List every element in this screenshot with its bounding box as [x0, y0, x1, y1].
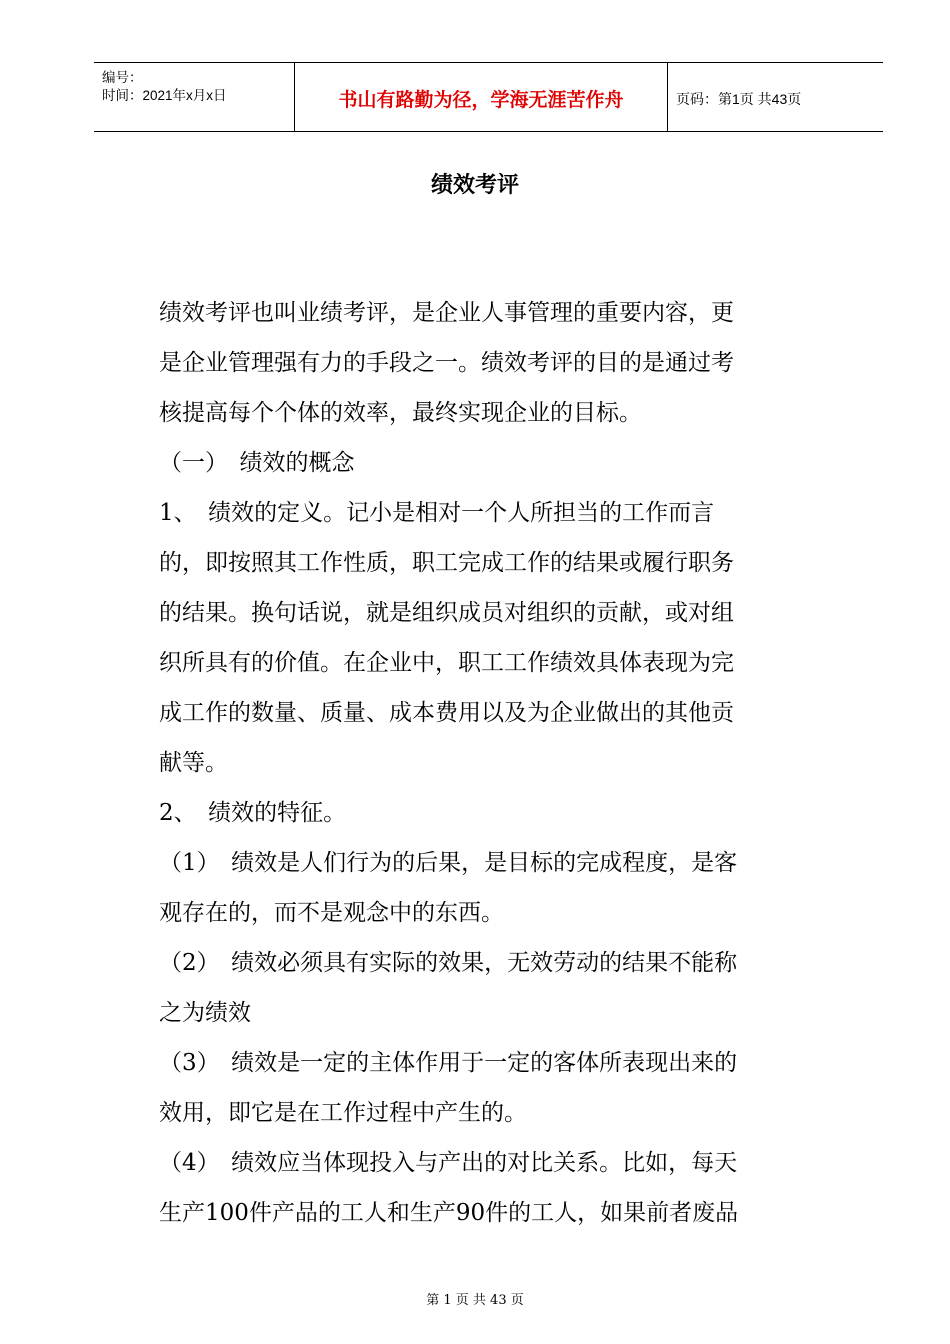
header-page-info: 页码：第1页 共43页 [676, 91, 802, 107]
body-text-line: 献等。 [159, 750, 228, 776]
body-text-line: 织所具有的价值。在企业中，职工工作绩效具体表现为完 [159, 650, 734, 676]
header-meta-cell [94, 63, 295, 131]
body-text-line: 是企业管理强有力的手段之一。绩效考评的目的是通过考 [159, 350, 734, 376]
body-text-line: 成工作的数量、质量、成本费用以及为企业做出的其他贡 [159, 700, 734, 726]
header-motto: 书山有路勤为径，学海无涯苦作舟 [338, 89, 624, 111]
body-text-line: 核提高每个个体的效率，最终实现企业的目标。 [159, 400, 642, 426]
document-body [159, 288, 823, 1238]
document-title: 绩效考评 [430, 173, 519, 198]
body-text-line: （2） 绩效必须具有实际的效果，无效劳动的结果不能称 [159, 950, 738, 976]
header-table [94, 62, 883, 132]
body-text-line: 效用，即它是在工作过程中产生的。 [159, 1100, 527, 1126]
document-time-label: 时间：2021年x月x日 [102, 88, 227, 103]
header-page-cell [668, 63, 883, 131]
body-text-line: 观存在的，而不是观念中的东西。 [159, 900, 504, 926]
body-text-line: 生产100件产品的工人和生产90件的工人，如果前者废品 [159, 1200, 739, 1226]
body-text-line: （1） 绩效是人们行为的后果，是目标的完成程度，是客 [159, 850, 738, 876]
body-text-line: （3） 绩效是一定的主体作用于一定的客体所表现出来的 [159, 1050, 738, 1076]
body-text-line: 的结果。换句话说，就是组织成员对组织的贡献，或对组 [159, 600, 734, 626]
body-text-line: 1、 绩效的定义。记小是相对一个人所担当的工作而言 [159, 500, 715, 526]
document-number-label: 编号： [102, 70, 143, 85]
page-footer: 第 1 页 共 43 页 [426, 1293, 524, 1308]
body-text-line: 的，即按照其工作性质，职工完成工作的结果或履行职务 [159, 550, 734, 576]
body-text-line: 之为绩效 [159, 1000, 251, 1026]
body-text-line: 绩效考评也叫业绩考评，是企业人事管理的重要内容，更 [159, 300, 734, 326]
body-text-line: （4） 绩效应当体现投入与产出的对比关系。比如，每天 [159, 1150, 738, 1176]
header-motto-cell [295, 63, 668, 131]
body-text-line: （一） 绩效的概念 [159, 450, 355, 476]
body-text-line: 2、 绩效的特征。 [159, 800, 347, 826]
